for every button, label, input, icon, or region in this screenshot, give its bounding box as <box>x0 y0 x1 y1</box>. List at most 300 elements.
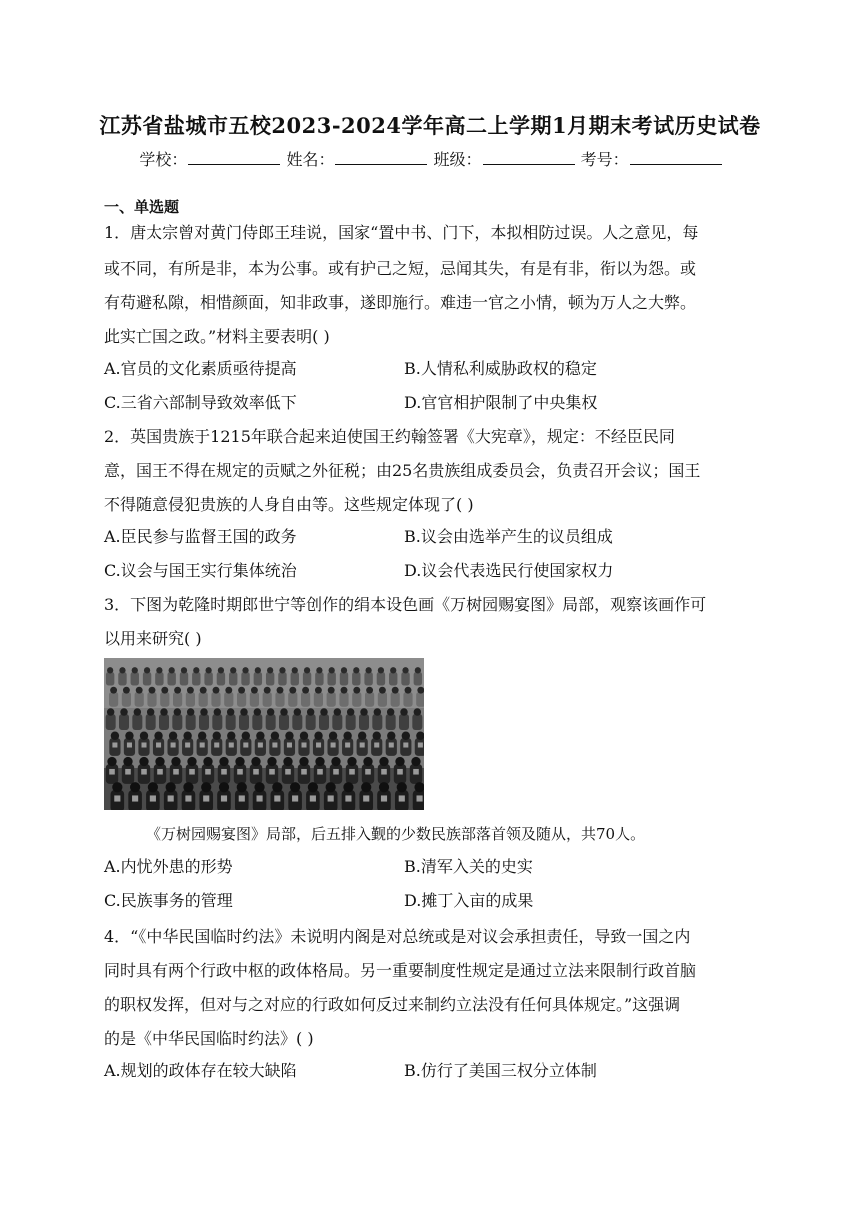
painting-figure-head <box>379 782 389 792</box>
painting-figure-body <box>414 672 422 685</box>
question-3-option-c[interactable]: C.民族事务的管理 <box>104 891 233 910</box>
painting-figure-body <box>192 672 200 685</box>
painting-figure-body <box>143 672 151 685</box>
painting-figure-head <box>213 687 220 694</box>
painting-figure-body <box>106 714 116 730</box>
painting-figure-body <box>186 714 196 730</box>
painting-figure-badge <box>150 795 156 801</box>
painting-figure-head <box>130 782 140 792</box>
painting-figure-head <box>302 687 309 694</box>
painting-figure-badge <box>112 742 117 747</box>
painting-figure-body <box>266 714 276 730</box>
painting-figure-badge <box>363 795 369 801</box>
painting-figure-badge <box>205 769 211 775</box>
painting-figure-badge <box>345 795 351 801</box>
painting-figure-badge <box>333 769 339 775</box>
painting-figure-head <box>417 687 424 694</box>
painting-figure-body <box>119 714 129 730</box>
painting-figure-body <box>315 672 323 685</box>
school-label: 学校： <box>139 150 188 169</box>
painting-figure-badge <box>316 742 321 747</box>
painting-figure-head <box>110 687 117 694</box>
painting-figure-head <box>187 757 196 766</box>
painting-figure-body <box>365 692 374 707</box>
painting-figure-head <box>267 757 276 766</box>
painting-figure-body <box>226 714 236 730</box>
painting-figure-head <box>358 732 366 740</box>
painting-figure-body <box>403 692 412 707</box>
painting-figure-body <box>172 714 182 730</box>
painting-figure-badge <box>200 742 205 747</box>
painting-figure-head <box>107 757 116 766</box>
painting-figure-head <box>125 732 133 740</box>
painting-figure-badge <box>331 742 336 747</box>
painting-figure-body <box>352 672 360 685</box>
painting-figure-head <box>279 667 285 673</box>
painting-figure-head <box>315 687 322 694</box>
painting-figure-body <box>229 672 237 685</box>
painting-figure-head <box>225 687 232 694</box>
painting-figure-head <box>107 667 113 673</box>
painting-figure-head <box>271 732 279 740</box>
painting-figure-head <box>187 708 195 716</box>
painting-figure-badge <box>381 769 387 775</box>
section-heading: 一、单选题 <box>104 198 180 216</box>
painting-figure-head <box>361 782 371 792</box>
question-2-option-a[interactable]: A.臣民参与监督王国的政务 <box>104 527 297 546</box>
question-3-line-1: 3．下图为乾隆时期郎世宁等创作的绢本设色画《万树园赐宴图》局部，观察该画作可 <box>104 595 707 614</box>
painting-figure-badge <box>287 742 292 747</box>
painting-figure-body <box>204 672 212 685</box>
question-4-option-a[interactable]: A.规划的政体存在较大缺陷 <box>104 1061 297 1080</box>
question-2-option-c[interactable]: C.议会与国王实行集体统治 <box>104 561 297 580</box>
painting-figure-badge <box>416 795 422 801</box>
painting-figure-badge <box>132 795 138 801</box>
painting-figure-body <box>389 672 397 685</box>
painting-figure-head <box>183 732 191 740</box>
painting-figure-body <box>359 714 369 730</box>
painting-figure-body <box>186 692 195 707</box>
painting-figure-badge <box>292 795 298 801</box>
painting-figure-badge <box>214 742 219 747</box>
painting-figure-body <box>146 714 156 730</box>
painting-figure-head <box>353 687 360 694</box>
painting-figure-head <box>387 708 395 716</box>
painting-figure-head <box>156 667 162 673</box>
painting-figure-head <box>308 782 318 792</box>
painting-figure-head <box>174 708 182 716</box>
painting-figure-head <box>160 708 168 716</box>
painting-figure-head <box>218 667 224 673</box>
painting-figure-badge <box>239 795 245 801</box>
painting-figure-badge <box>418 742 423 747</box>
question-1-line-3: 有苟避私隙，相惜颜面，知非政事，遂即施行。难违一官之小情，顿为万人之大弊。 <box>104 293 697 312</box>
painting-figure-body <box>339 692 348 707</box>
painting-figure-head <box>331 757 340 766</box>
painting-figure-body <box>237 692 246 707</box>
painting-figure-badge <box>185 742 190 747</box>
painting-figure-head <box>292 667 298 673</box>
painting-figure-badge <box>317 769 323 775</box>
painting-figure-head <box>148 782 158 792</box>
question-1-line-2: 或不同，有所是非，本为公事。或有护己之短，忌闻其失，有是有非，衔以为怨。或 <box>104 259 697 278</box>
painting-figure-body <box>254 672 262 685</box>
painting-figure-head <box>402 667 408 673</box>
painting-figure-badge <box>221 769 227 775</box>
painting-figure-head <box>134 708 142 716</box>
painting-figure-head <box>107 708 115 716</box>
painting-figure-head <box>219 782 229 792</box>
painting-figure-head <box>183 782 193 792</box>
painting-figure-body <box>314 692 323 707</box>
painting-figure-head <box>136 687 143 694</box>
banquet-painting-image <box>104 658 424 810</box>
question-2-line-2: 意，国王不得在规定的贡赋之外征税；由25名贵族组成委员会，负责召开会议；国王 <box>104 461 701 480</box>
painting-figure-head <box>147 708 155 716</box>
painting-figure-body <box>241 672 249 685</box>
class-label: 班级： <box>433 150 482 169</box>
painting-figure-body <box>306 714 316 730</box>
name-blank <box>335 150 427 165</box>
painting-figure-badge <box>389 742 394 747</box>
painting-figure-head <box>400 708 408 716</box>
painting-figure-body <box>412 714 422 730</box>
painting-figure-body <box>250 692 259 707</box>
question-3-line-2: 以用来研究( ) <box>104 629 202 648</box>
painting-figure-head <box>300 732 308 740</box>
painting-figure-badge <box>157 769 163 775</box>
painting-figure-head <box>285 732 293 740</box>
question-3-option-b[interactable]: B.清军入关的史实 <box>404 857 533 876</box>
school-blank <box>188 150 280 165</box>
question-4-line-3: 的职权发挥，但对与之对应的行政如何反过来制约立法没有任何具体规定。”这强调 <box>104 995 681 1014</box>
painting-figure-body <box>332 714 342 730</box>
painting-figure-badge <box>349 769 355 775</box>
painting-figure-head <box>347 757 356 766</box>
painting-figure-head <box>205 667 211 673</box>
painting-figure-head <box>320 708 328 716</box>
painting-figure-body <box>279 714 289 730</box>
question-2-option-d[interactable]: D.议会代表选民行使国家权力 <box>404 561 614 580</box>
painting-figure-badge <box>310 795 316 801</box>
painting-figure-head <box>329 732 337 740</box>
painting-figure-body <box>106 672 114 685</box>
painting-figure-head <box>326 782 336 792</box>
exam-number-blank <box>630 150 722 165</box>
painting-figure-badge <box>253 769 259 775</box>
painting-figure-head <box>414 708 422 716</box>
painting-figure-badge <box>229 742 234 747</box>
painting-figure-body <box>292 714 302 730</box>
painting-figure-head <box>405 687 412 694</box>
painting-figure-head <box>251 687 258 694</box>
painting-figure-head <box>379 687 386 694</box>
painting-figure-head <box>299 757 308 766</box>
painting-figure-body <box>147 692 156 707</box>
painting-caption: 《万树园赐宴图》局部，后五排入觐的少数民族部落首领及随从，共70人。 <box>146 825 646 843</box>
painting-figure-body <box>319 714 329 730</box>
painting-figure-body <box>372 714 382 730</box>
painting-figure-body <box>212 714 222 730</box>
painting-figure-head <box>402 732 410 740</box>
painting-figure-head <box>289 687 296 694</box>
painting-figure-badge <box>381 795 387 801</box>
painting-figure-body <box>327 672 335 685</box>
painting-figure-head <box>378 667 384 673</box>
painting-figure-head <box>154 732 162 740</box>
question-1-line-1: 1．唐太宗曾对黄门侍郎王珪说，国家“置中书、门下，本拟相防过误。人之意见，每 <box>104 223 699 242</box>
painting-figure-badge <box>399 795 405 801</box>
question-2-line-3: 不得随意侵犯贵族的人身自由等。这些规定体现了( ) <box>104 495 474 514</box>
painting-figure-head <box>272 782 282 792</box>
painting-figure-head <box>307 708 315 716</box>
painting-figure-head <box>373 732 381 740</box>
painting-figure-head <box>187 687 194 694</box>
painting-figure-body <box>122 692 131 707</box>
question-1-option-a[interactable]: A.官员的文化素质亟待提高 <box>104 359 297 378</box>
question-4-line-1: 4．“《中华民国临时约法》未说明内阁是对总统或是对议会承担责任，导致一国之内 <box>104 927 691 946</box>
painting-figure-head <box>395 757 404 766</box>
painting-figure-badge <box>237 769 243 775</box>
painting-figure-head <box>328 687 335 694</box>
painting-figure-head <box>181 667 187 673</box>
painting-figure-badge <box>221 795 227 801</box>
painting-figure-body <box>401 672 409 685</box>
painting-figure-head <box>123 687 130 694</box>
painting-figure-body <box>416 692 424 707</box>
painting-figure-badge <box>345 742 350 747</box>
painting-figure-head <box>242 732 250 740</box>
painting-figure-body <box>135 692 144 707</box>
painting-figure-head <box>254 782 264 792</box>
painting-figure-head <box>343 782 353 792</box>
painting-figure-head <box>277 687 284 694</box>
painting-figure-body <box>155 672 163 685</box>
exam-number-label: 考号： <box>580 150 629 169</box>
painting-figure-head <box>315 757 324 766</box>
painting-figure-badge <box>185 795 191 801</box>
painting-figure-body <box>109 692 118 707</box>
painting-figure-body <box>291 672 299 685</box>
painting-figure-badge <box>141 769 147 775</box>
painting-figure-head <box>161 687 168 694</box>
painting-figure-head <box>390 667 396 673</box>
painting-figure-body <box>352 692 361 707</box>
painting-figure-head <box>227 732 235 740</box>
painting-figure-head <box>200 687 207 694</box>
painting-figure-body <box>217 672 225 685</box>
painting-figure-body <box>301 692 310 707</box>
painting-figure-body <box>252 714 262 730</box>
painting-figure-head <box>341 687 348 694</box>
painting-figure-badge <box>374 742 379 747</box>
painting-figure-body <box>303 672 311 685</box>
exam-title: 江苏省盐城市五校2023-2024学年高二上学期1月期末考试历史试卷 <box>99 113 761 138</box>
painting-figure-badge <box>127 742 132 747</box>
painting-figure-head <box>256 732 264 740</box>
painting-figure-body <box>391 692 400 707</box>
painting-figure-head <box>267 708 275 716</box>
painting-figure-body <box>288 692 297 707</box>
painting-figure-badge <box>413 769 419 775</box>
painting-figure-head <box>203 757 212 766</box>
painting-figure-head <box>353 667 359 673</box>
painting-figure-head <box>201 782 211 792</box>
painting-figure-head <box>120 708 128 716</box>
painting-figure-head <box>267 667 273 673</box>
painting-figure-head <box>360 708 368 716</box>
question-2-line-1: 2．英国贵族于1215年联合起来迫使国王约翰签署《大宪章》，规定：不经臣民同 <box>104 427 675 446</box>
painting-figure-body <box>211 692 220 707</box>
painting-figure-head <box>392 687 399 694</box>
student-info-line <box>0 147 860 170</box>
painting-figure-body <box>399 714 409 730</box>
painting-figure-head <box>198 732 206 740</box>
painting-illustration <box>104 658 424 810</box>
painting-figure-badge <box>256 795 262 801</box>
painting-figure-badge <box>365 769 371 775</box>
painting-figure-badge <box>301 742 306 747</box>
painting-figure-badge <box>125 769 131 775</box>
painting-figure-head <box>169 732 177 740</box>
painting-figure-head <box>411 757 420 766</box>
painting-figure-head <box>119 667 125 673</box>
painting-figure-head <box>255 667 261 673</box>
painting-figure-body <box>327 692 336 707</box>
painting-figure-body <box>239 714 249 730</box>
painting-figure-head <box>132 667 138 673</box>
painting-figure-body <box>224 692 233 707</box>
painting-figure-badge <box>171 742 176 747</box>
painting-figure-head <box>397 782 407 792</box>
painting-figure-badge <box>397 769 403 775</box>
painting-figure-head <box>171 757 180 766</box>
question-1-option-d[interactable]: D.官官相护限制了中央集权 <box>404 393 598 412</box>
painting-figure-head <box>365 667 371 673</box>
painting-figure-head <box>235 757 244 766</box>
painting-figure-head <box>251 757 260 766</box>
painting-figure-body <box>131 672 139 685</box>
painting-figure-head <box>237 782 247 792</box>
painting-figure-badge <box>360 742 365 747</box>
painting-figure-body <box>275 692 284 707</box>
painting-figure-head <box>363 757 372 766</box>
painting-figure-body <box>386 714 396 730</box>
painting-figure-head <box>264 687 271 694</box>
painting-figure-body <box>266 672 274 685</box>
painting-figure-head <box>111 732 119 740</box>
painting-figure-head <box>334 708 342 716</box>
painting-figure-head <box>238 687 245 694</box>
painting-figure-head <box>174 687 181 694</box>
painting-figure-head <box>329 667 335 673</box>
painting-figure-head <box>200 708 208 716</box>
painting-figure-head <box>227 708 235 716</box>
painting-figure-badge <box>328 795 334 801</box>
painting-figure-head <box>169 667 175 673</box>
painting-figure-body <box>364 672 372 685</box>
painting-figure-head <box>283 757 292 766</box>
question-1-line-4: 此实亡国之政。”材料主要表明( ) <box>104 327 330 346</box>
painting-figure-head <box>140 732 148 740</box>
painting-figure-badge <box>173 769 179 775</box>
painting-figure-body <box>199 692 208 707</box>
painting-figure-body <box>180 672 188 685</box>
painting-figure-body <box>340 672 348 685</box>
painting-figure-badge <box>269 769 275 775</box>
painting-figure-head <box>254 708 261 716</box>
question-4-line-2: 同时具有两个行政中枢的政体格局。另一重要制度性规定是通过立法来限制行政首脑 <box>104 961 697 980</box>
painting-figure-head <box>139 757 148 766</box>
question-1-option-c[interactable]: C.三省六部制导致效率低下 <box>104 393 297 412</box>
painting-figure-body <box>346 714 356 730</box>
painting-figure-head <box>374 708 382 716</box>
question-2-option-b[interactable]: B.议会由选举产生的议员组成 <box>404 527 613 546</box>
painting-figure-body <box>132 714 142 730</box>
question-4-line-4: 的是《中华民国临时约法》( ) <box>104 1029 314 1048</box>
painting-figure-head <box>219 757 228 766</box>
painting-figure-head <box>387 732 395 740</box>
painting-figure-badge <box>189 769 195 775</box>
painting-figure-badge <box>141 742 146 747</box>
painting-figure-body <box>173 692 182 707</box>
painting-figure-head <box>366 687 373 694</box>
painting-figure-head <box>347 708 355 716</box>
painting-figure-head <box>294 708 302 716</box>
painting-figure-body <box>377 672 385 685</box>
painting-figure-head <box>415 667 421 673</box>
painting-figure-badge <box>203 795 209 801</box>
painting-figure-head <box>242 667 248 673</box>
question-4-option-b[interactable]: B.仿行了美国三权分立体制 <box>404 1061 597 1080</box>
painting-figure-body <box>167 672 175 685</box>
painting-figure-head <box>214 708 222 716</box>
painting-figure-head <box>280 708 288 716</box>
painting-figure-head <box>166 782 176 792</box>
painting-figure-head <box>316 667 322 673</box>
painting-figure-head <box>314 732 322 740</box>
painting-figure-badge <box>285 769 291 775</box>
painting-figure-badge <box>109 769 115 775</box>
name-label: 姓名： <box>286 150 335 169</box>
painting-figure-badge <box>403 742 408 747</box>
question-3-option-d[interactable]: D.摊丁入亩的成果 <box>404 891 534 910</box>
painting-figure-head <box>230 667 236 673</box>
painting-figure-head <box>149 687 156 694</box>
painting-figure-badge <box>243 742 248 747</box>
painting-figure-badge <box>274 795 280 801</box>
painting-figure-body <box>159 714 169 730</box>
painting-figure-head <box>112 782 122 792</box>
painting-figure-head <box>144 667 150 673</box>
painting-figure-body <box>118 672 126 685</box>
painting-figure-head <box>155 757 164 766</box>
painting-figure-body <box>278 672 286 685</box>
painting-figure-head <box>290 782 300 792</box>
painting-figure-head <box>213 732 221 740</box>
painting-figure-badge <box>114 795 120 801</box>
painting-figure-body <box>378 692 387 707</box>
painting-figure-badge <box>156 742 161 747</box>
question-3-option-a[interactable]: A.内忧外患的形势 <box>104 857 233 876</box>
question-1-option-b[interactable]: B.人情私利威胁政权的稳定 <box>404 359 597 378</box>
painting-figure-head <box>123 757 132 766</box>
painting-figure-body <box>263 692 272 707</box>
painting-figure-body <box>199 714 209 730</box>
painting-figure-head <box>343 732 351 740</box>
painting-figure-badge <box>272 742 277 747</box>
painting-figure-head <box>341 667 347 673</box>
